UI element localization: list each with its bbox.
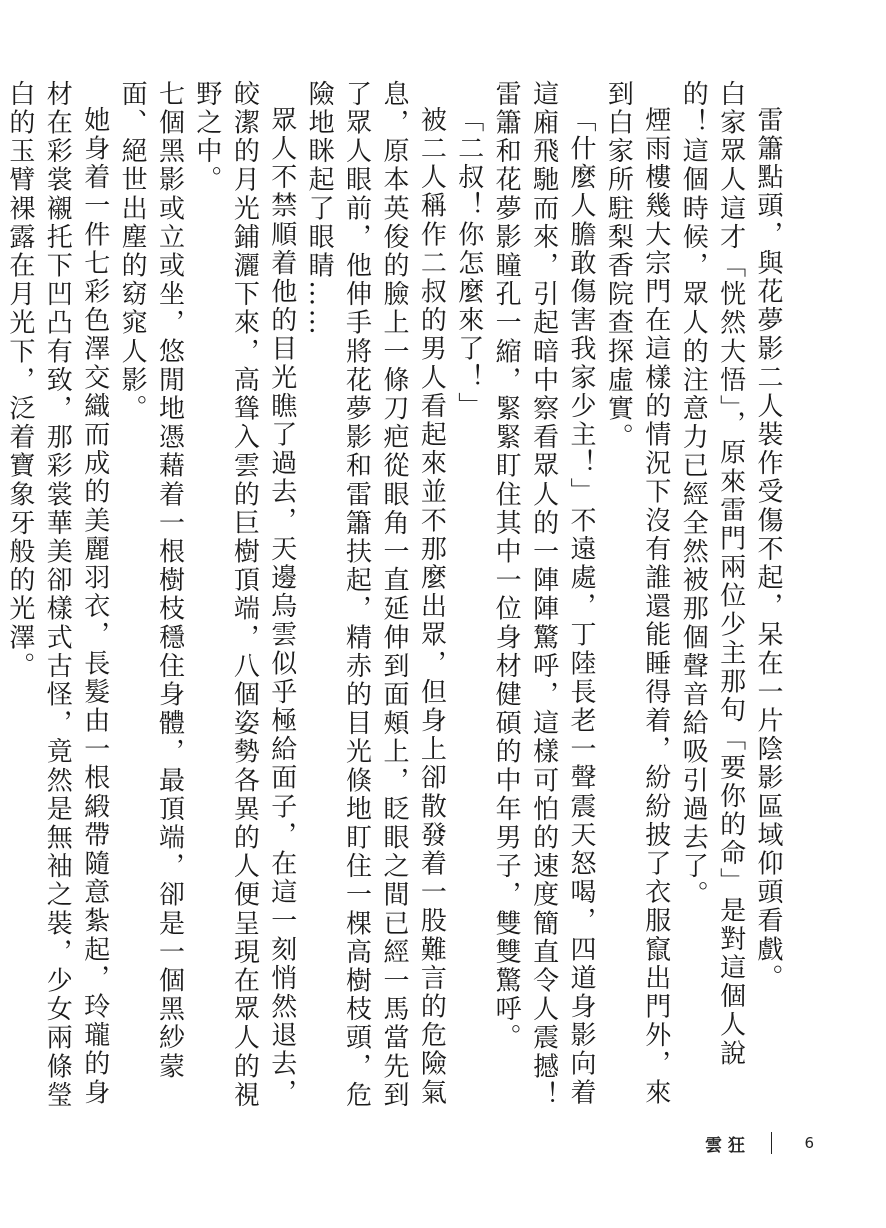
body-text [4, 80, 786, 1120]
paragraph: 「什麼人膽敢傷害我家少主！」不遠處，丁陸長老一聲震天怒喝，四道身影向着這廂飛馳而來，引起暗中察看眾人的一陣陣驚呼，這樣可怕的速度簡直令人震撼！雷簫和花夢影瞳孔一縮，緊緊盯住其中一位身材健碩的中年男子，雙雙驚呼。 [491, 80, 596, 1110]
page-footer [705, 1131, 814, 1155]
paragraph: 被二人稱作二叔的男人看起來並不那麼出眾，但身上卻散發着一股難言的危險氣息，原本英俊的臉上一條刀疤從眼角一直延伸到面頰上，眨眼之間已經一馬當先到了眾人眼前，他伸手將花夢影和雷簫扶起，精赤的目光倏地盯住一棵高樹枝頭，危險地眯起了眼睛…… [304, 80, 447, 1110]
book-title: 雲狂 [704, 1135, 751, 1156]
paragraph: 七個黑影或立或坐，悠閒地憑藉着一根樹枝穩住身體，最頂端，卻是一個黑紗蒙面、絕世出塵的窈窕人影。 [117, 80, 185, 1081]
footer-divider [771, 1132, 773, 1154]
paragraph: 她身着一件七彩色澤交織而成的美麗羽衣，長髮由一根緞帶隨意紮起，玲瓏的身材在彩裳襯托下凹凸有致，那彩裳華美卻樣式古怪，竟然是無袖之裝，少女兩條瑩白的玉臂裸露在月光下，泛着寶象牙般的光澤。 [4, 80, 110, 1110]
paragraph: 「二叔！你怎麼來了！」 [453, 106, 484, 421]
paragraph: 眾人不禁順着他的目光瞧了過去，天邊烏雲似乎極給面子，在這一刻悄然退去，皎潔的月光鋪灑下來，高聳入雲的巨樹頂端，八個姿勢各異的人便呈現在眾人的視野之中。 [191, 80, 297, 1110]
paragraph: 煙雨樓幾大宗門在這樣的情況下沒有誰還能睡得着，紛紛披了衣服竄出門外，來到白家所駐梨香院查探虛實。 [603, 80, 671, 1107]
paragraph: 白家眾人這才「恍然大悟」，原來雷門兩位少主那句「要你的命」是對這個人說的！這個時候，眾人的注意力已經全然被那個聲音給吸引過去了。 [678, 80, 746, 1068]
paragraph: 雷簫點頭，與花夢影二人裝作受傷不起，呆在一片陰影區域仰頭看戲。 [753, 106, 783, 993]
page-number: 6 [804, 1134, 814, 1152]
